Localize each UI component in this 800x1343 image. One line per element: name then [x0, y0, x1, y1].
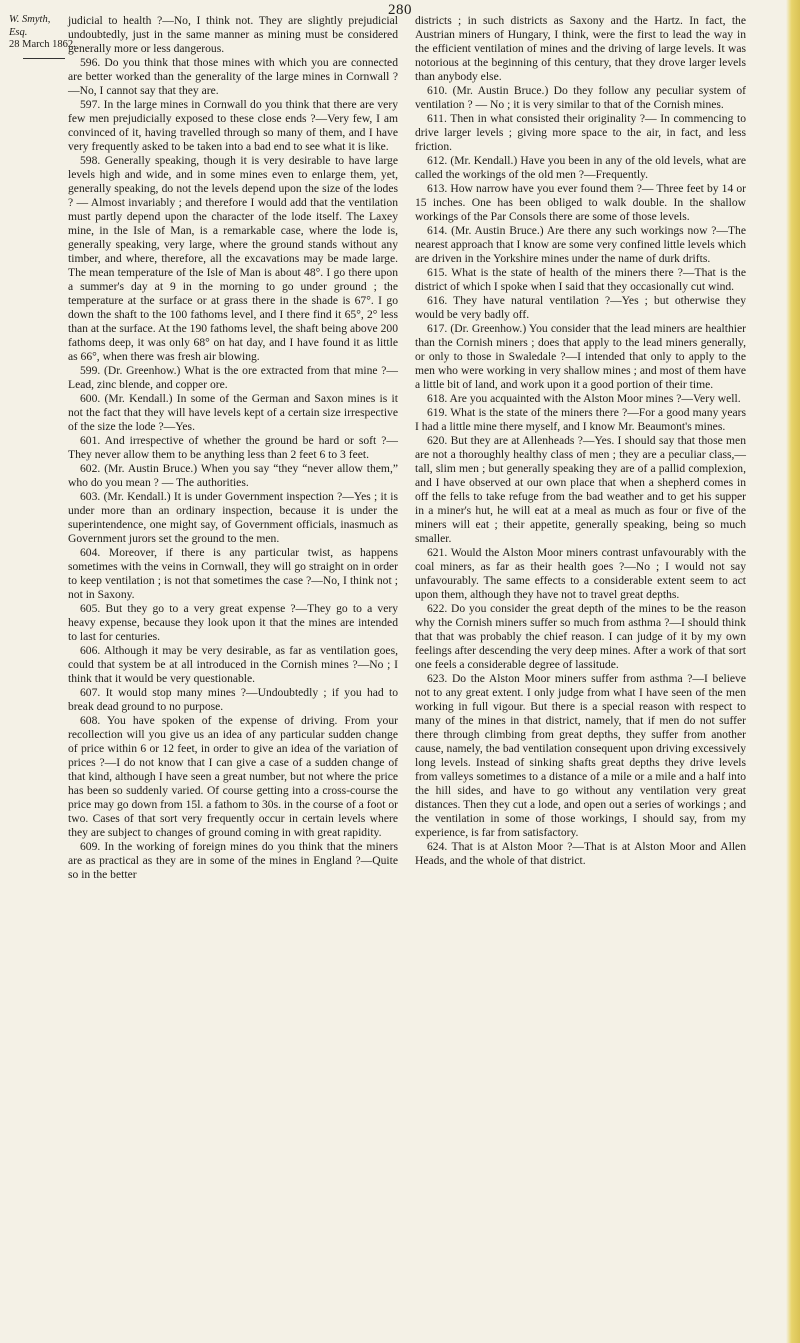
paragraph: 596. Do you think that those mines with which you are connected are better worked than the generality of the large mines in Cornwall ?—No, I cannot say that they are.	[68, 56, 398, 97]
paragraph: 605. But they go to a very great expense ?—They go to a very heavy expense, because they look upon it that the mines are intended to last for centuries.	[68, 602, 398, 643]
paragraph: 621. Would the Alston Moor miners contrast unfavourably with the coal miners, as far as their health goes ?—No ; I would not say unfavourably. The same effects to a considerable extent seem to act upon them, although they have not to travel great depths.	[415, 546, 746, 601]
paragraph: 618. Are you acquainted with the Alston Moor mines ?—Very well.	[427, 392, 741, 405]
paragraph: 623. Do the Alston Moor miners suffer from asthma ?—I believe not to any great extent. I only judge from what I have seen of the men working in full vigour. But there is a special reason with respect to many of the mines in that district, namely, that if men do not suffer there through climbing from great depths, they suffer from another cause, namely, the bad ventilation consequent upon driving excessively long levels. Instead of sinking shafts great depths they drive levels from valleys sometimes to a distance of a mile or a mile and a half into the hill sides, and have to go without any ventilation very great distances. Then they cut a lode, and open out a series of workings ; and the ventilation in some of those workings, I should say, from my experience, is far from satisfactory.	[415, 672, 746, 839]
paragraph: 622. Do you consider the great depth of the mines to be the reason why the Cornish miners suffer so much from asthma ?—I should think that that was probably the chief reason. I can judge of it by my own feelings after descending the very deep mines. After a work of that sort one feels a considerable degree of lassitude.	[415, 602, 746, 671]
paragraph: 609. In the working of foreign mines do you think that the miners are as practical as they are in some of the mines in England ?—Quite so in the better	[68, 840, 398, 881]
paragraph: judicial to health ?—No, I think not. They are slightly prejudicial undoubtedly, just in the same manner as mining must be considered generally more or less dangerous.	[68, 14, 398, 55]
paragraph: 608. You have spoken of the expense of driving. From your recollection will you give us an idea of any particular sudden change of price within 6 or 12 feet, in order to give an idea of the variation of prices ?—I do not know that I can give a case of a sudden change of that kind, although I have seen a great number, but not where the price has been so suddenly varied. Of course getting into a cross-course the price may go down from 15l. a fathom to 30s. in the course of a foot or two. Cases of that sort very frequently occur in certain levels where they are subject to changes of ground coming in with great rapidity.	[68, 714, 398, 839]
paragraph: 597. In the large mines in Cornwall do you think that there are very few men prejudicially exposed to these close ends ?—Very few, I am convinced of it, having travelled through so many of them, and I have very frequently asked to be taken into a bad end to see what it is like.	[68, 98, 398, 153]
page-edge	[786, 0, 800, 1343]
left-column	[68, 14, 398, 882]
paragraph: 624. That is at Alston Moor ?—That is at Alston Moor and Allen Heads, and the whole of that district.	[415, 840, 746, 867]
paragraph: 598. Generally speaking, though it is very desirable to have large levels high and wide, and in some mines even to enlarge them, yet, generally speaking, do not the levels depend upon the size of the lodes ? — Almost invariably ; and therefore I would add that the ventilation must partly depend upon the character of the lode itself. The Laxey mine, in the Isle of Man, is a remarkable case, where the lode is, generally speaking, very large, where the ground stands without any timber, and where, therefore, all the excavations may be made large. The mean temperature of the Isle of Man is about 48°. I go there upon a summer's day at 9 in the morning to go under ground ; the temperature at the surface or at grass there in the shade is 67°. I go down the shaft to the 100 fathoms level, and I there find it 65°, 2° less than at the surface. At the 190 fathoms level, the shaft being above 200 fathoms deep, it was only 68° on hat day, and I have found it as little as 66°, when there was fresh air blowing.	[68, 154, 398, 363]
paragraph: 610. (Mr. Austin Bruce.) Do they follow any peculiar system of ventilation ? — No ; it is very similar to that of the Cornish mines.	[415, 84, 746, 111]
margin-rule	[23, 58, 65, 59]
paragraph: 601. And irrespective of whether the ground be hard or soft ?—They never allow them to be anything less than 2 feet 6 to 3 feet.	[68, 434, 398, 461]
paragraph: 607. It would stop many mines ?—Undoubtedly ; if you had to break dead ground to no purpose.	[68, 686, 398, 713]
paragraph: districts ; in such districts as Saxony and the Hartz. In fact, the Austrian miners of Hungary, I think, were the first to lead the way in the efficient ventilation of mines and the driving of large levels. It was notorious at the beginning of this century, that they drove larger levels than anybody else.	[415, 14, 746, 83]
paragraph: 613. How narrow have you ever found them ?— Three feet by 14 or 15 inches. One has been obliged to walk double. In the shallow workings of the Par Consols there are some of those levels.	[415, 182, 746, 223]
session-date: 28 March 1862.	[9, 39, 76, 50]
paragraph: 616. They have natural ventilation ?—Yes ; but otherwise they would be very badly off.	[415, 294, 746, 321]
margin-note	[9, 14, 76, 59]
paragraph: 606. Although it may be very desirable, as far as ventilation goes, could that system be at all introduced in the Cornish mines ?—No ; I think that it would be very questionable.	[68, 644, 398, 685]
paragraph: 600. (Mr. Kendall.) In some of the German and Saxon mines is it not the fact that they will have levels kept of a certain size irrespective of the size the lode ?—Yes.	[68, 392, 398, 433]
paragraph: 614. (Mr. Austin Bruce.) Are there any such workings now ?—The nearest approach that I know are some very confined little levels which are driven in the Yorkshire mines under the name of durk drifts.	[415, 224, 746, 265]
paragraph: 611. Then in what consisted their originality ?— In commencing to drive larger levels ; giving more space to the air, in fact, and less friction.	[415, 112, 746, 153]
paragraph: 617. (Dr. Greenhow.) You consider that the lead miners are healthier than the Cornish miners ; does that apply to the lead miners generally, or only to those in Swaledale ?—I intended that only to apply to the men who were working in very shallow mines ; and most of them have a little bit of land, and work upon it a good portion of their time.	[415, 322, 746, 391]
paragraph: 620. But they are at Allenheads ?—Yes. I should say that those men are not a thoroughly healthy class of men ; they are a peculiar class,—tall, slim men ; but generally speaking they are of a pallid complexion, and I have observed at our own place that when a shepherd comes in off the fells to take refuge from the bad weather and to get his supper in a miner's hut, he will eat at a meal as much as four or five of the miners will eat ; their appetite, generally speaking, being so much smaller.	[415, 434, 746, 545]
paragraph: 615. What is the state of health of the miners there ?—That is the district of which I spoke when I said that they occasionally cut wind.	[415, 266, 746, 293]
witness-name: W. Smyth, Esq.	[9, 14, 51, 38]
paragraph: 619. What is the state of the miners there ?—For a good many years I had a little mine there myself, and I know Mr. Beaumont's mines.	[415, 406, 746, 433]
right-column	[415, 14, 746, 868]
paragraph: 602. (Mr. Austin Bruce.) When you say “they “never allow them,” who do you mean ? — The authorities.	[68, 462, 398, 489]
paragraph: 612. (Mr. Kendall.) Have you been in any of the old levels, what are called the workings of the old men ?—Frequently.	[415, 154, 746, 181]
paragraph: 603. (Mr. Kendall.) It is under Government inspection ?—Yes ; it is under more than an ordinary inspection, because it is under the superintendence, one might say, of Government officials, inasmuch as Government jurors set the ground to the men.	[68, 490, 398, 545]
paragraph: 599. (Dr. Greenhow.) What is the ore extracted from that mine ?—Lead, zinc blende, and copper ore.	[68, 364, 398, 391]
page-number: 280	[388, 2, 412, 18]
paragraph: 604. Moreover, if there is any particular twist, as happens sometimes with the veins in Cornwall, they will go straight on in order to keep ventilation ; is not that sometimes the case ?—No, I think not ; not in Saxony.	[68, 546, 398, 601]
